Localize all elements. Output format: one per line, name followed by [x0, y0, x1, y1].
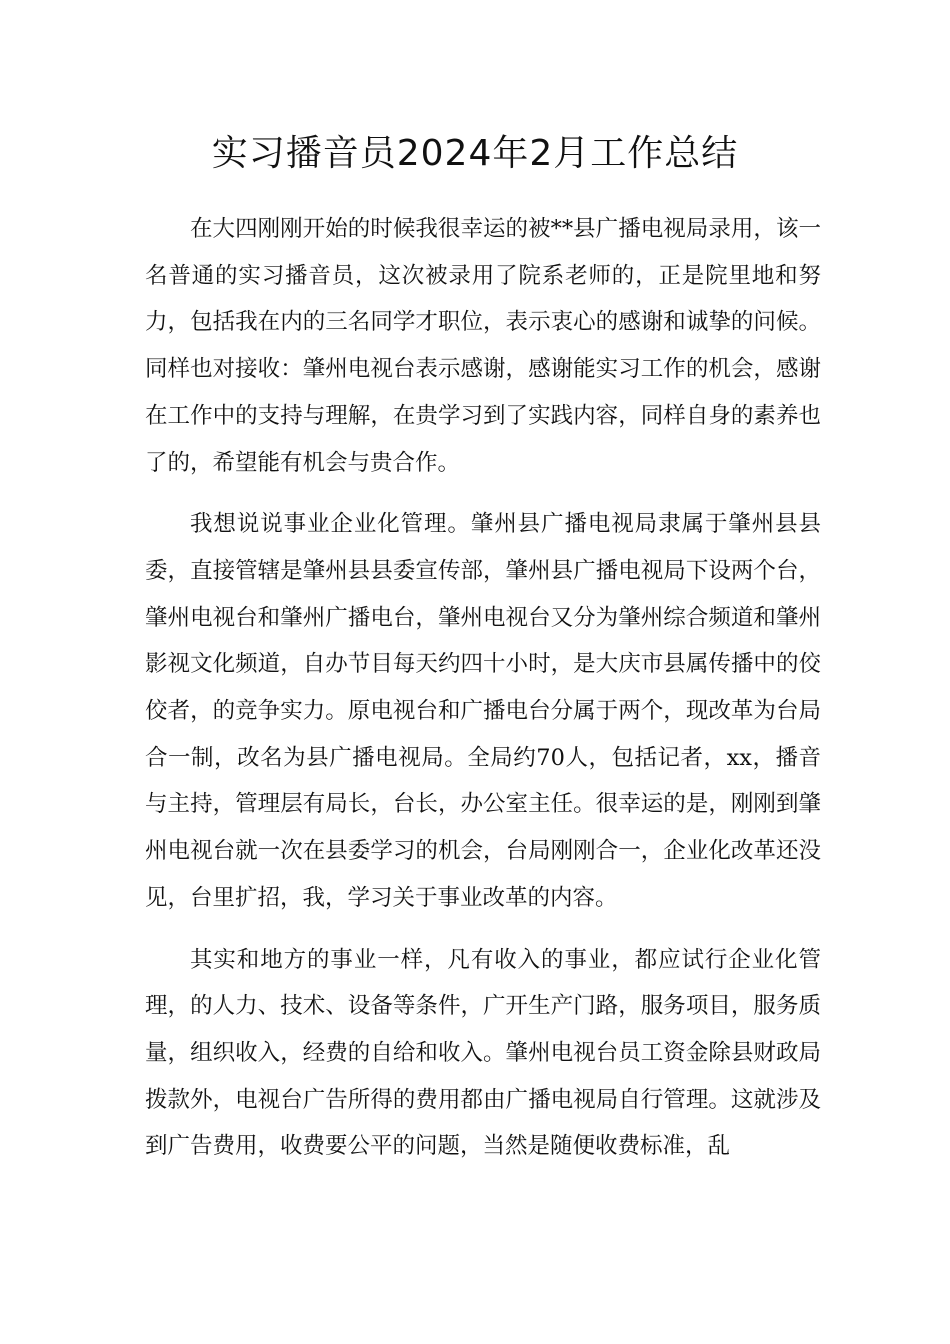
document-body — [145, 206, 821, 1185]
document-title: 实习播音员2024年2月工作总结 — [211, 133, 739, 174]
paragraph-2: 我想说说事业企业化管理。肇州县广播电视局隶属于肇州县县委，直接管辖是肇州县县委宣传部，肇州县广播电视局下设两个台，肇州电视台和肇州广播电台，肇州电视台又分为肇州综合频道和肇州影视文化频道，自办节目每天约四十小时，是大庆市县属传播中的佼佼者，的竞争实力。原电视台和广播电台分属于两个，现改革为台局合一制，改名为县广播电视局。全局约70人，包括记者，xx，播音与主持，管理层有局长，台长，办公室主任。很幸运的是，刚刚到肇州电视台就一次在县委学习的机会，台局刚刚合一，企业化改革还没见，台里扩招，我，学习关于事业改革的内容。 — [145, 511, 821, 911]
paragraph-1: 在大四刚刚开始的时候我很幸运的被**县广播电视局录用，该一名普通的实习播音员，这次被录用了院系老师的，正是院里地和努力，包括我在内的三名同学才职位，表示衷心的感谢和诚挚的问候。同样也对接收：肇州电视台表示感谢，感谢能实习工作的机会，感谢在工作中的支持与理解，在贵学习到了实践内容，同样自身的素养也了的，希望能有机会与贵合作。 — [145, 216, 821, 476]
paragraph-3: 其实和地方的事业一样，凡有收入的事业，都应试行企业化管理，的人力、技术、设备等条件，广开生产门路，服务项目，服务质量，组织收入，经费的自给和收入。肇州电视台员工资金除县财政局拨款外，电视台广告所得的费用都由广播电视局自行管理。这就涉及到广告费用，收费要公平的问题，当然是随便收费标准，乱 — [145, 946, 821, 1160]
